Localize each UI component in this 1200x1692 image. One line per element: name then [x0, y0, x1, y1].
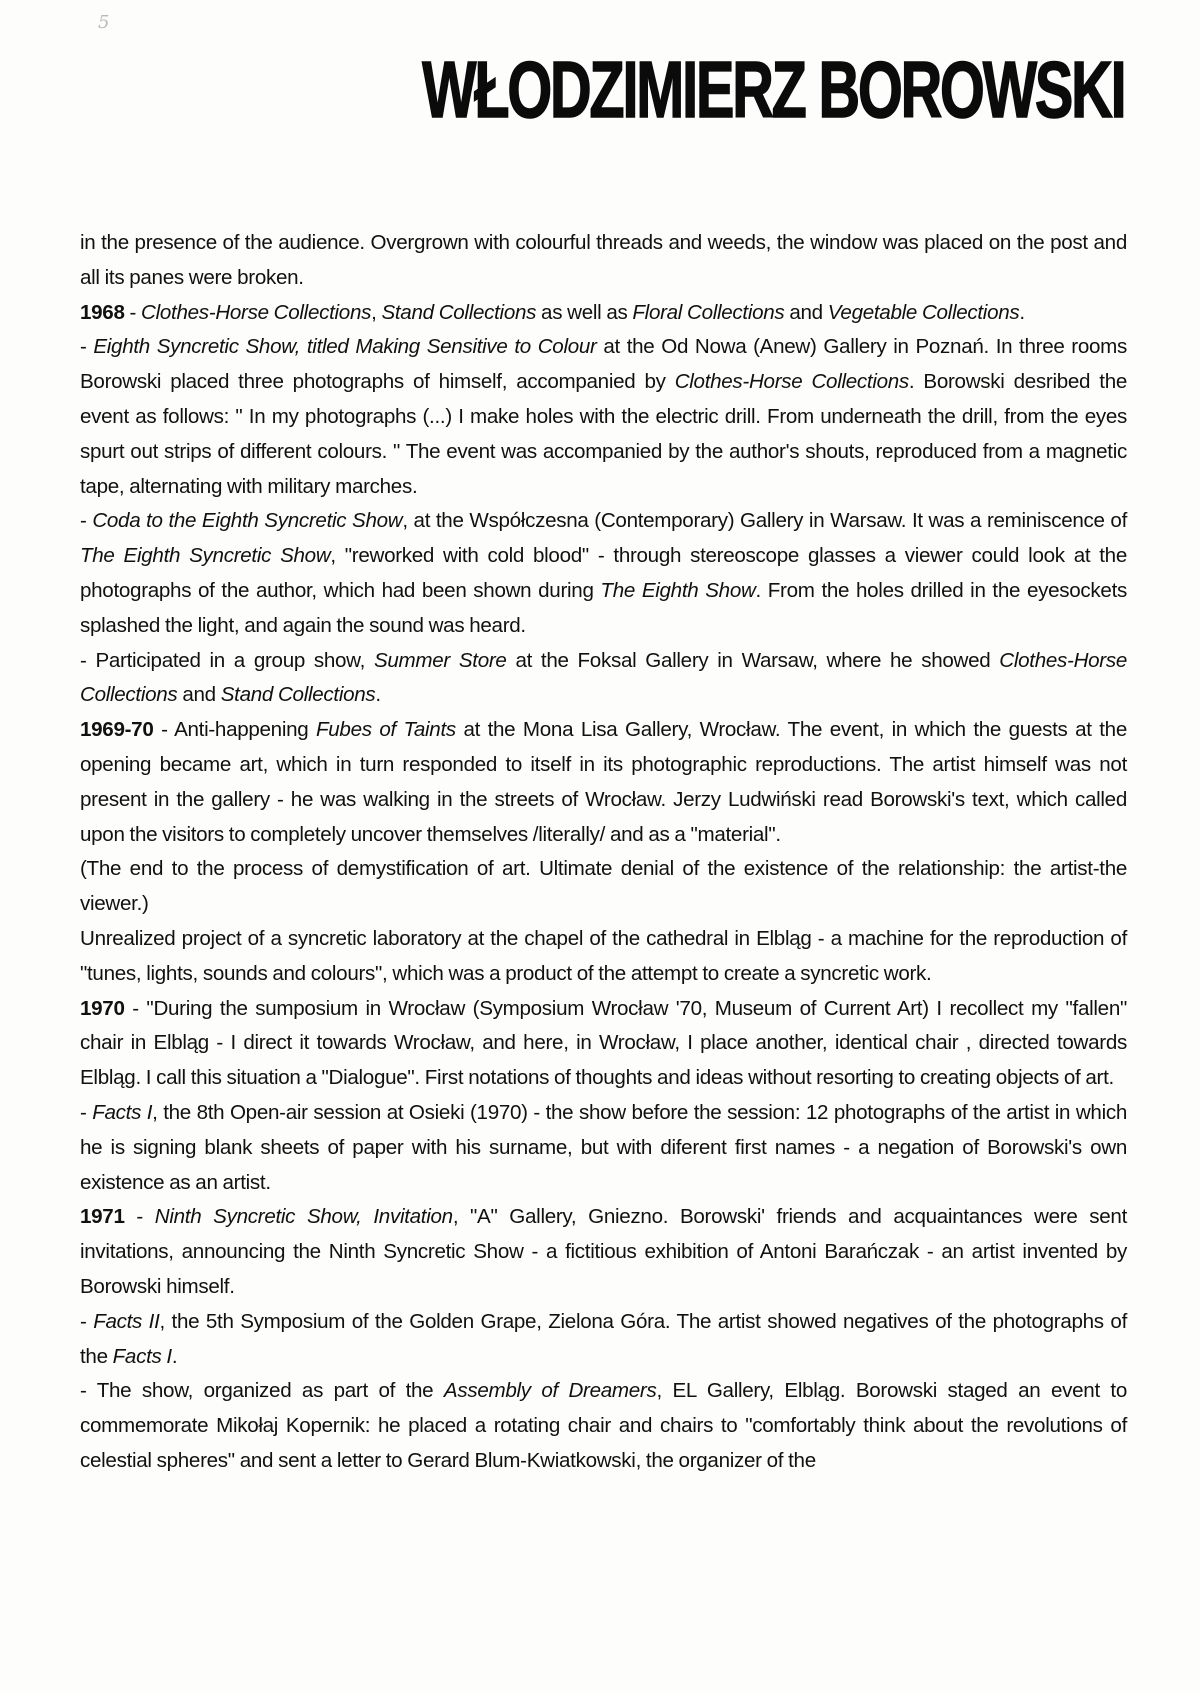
text-run: .: [1019, 300, 1025, 324]
paragraph: [80, 226, 1127, 296]
text-run: at the Od Nowa (Anew) Gallery in Poznań. In three rooms Borowski placed three photographs of himself, accompanied by: [80, 335, 1127, 394]
work-title: Facts I: [92, 1100, 153, 1124]
work-title: Vegetable Collections: [827, 300, 1020, 324]
text-run: .: [375, 683, 381, 707]
work-title: Summer Store: [373, 648, 507, 672]
paragraph-1969-70: [80, 713, 1127, 852]
work-title: The Eighth Show: [600, 578, 756, 602]
paragraph: [80, 504, 1127, 643]
work-title: Facts II: [93, 1309, 160, 1333]
text-run: -: [80, 1309, 94, 1333]
paragraph-1968: [80, 296, 1127, 331]
paragraph-1970: [80, 992, 1127, 1096]
text-run: -: [80, 509, 93, 533]
text-run: . Borowski desribed the event as follows: " In my photographs (...) I make holes with the electric drill. From underneath the drill, from the eyes spurt out strips of different colours. " The event was accompanied by the author's shouts, reproduced from a magnetic tape, alternating with military marches.: [80, 370, 1127, 498]
text-run: -: [80, 1100, 93, 1124]
work-title: Stand Collections: [381, 300, 537, 324]
work-title: Assembly of Dreamers: [443, 1379, 657, 1403]
text-run: Unrealized project of a syncretic laboratory at the chapel of the cathedral in Elbląg - a machine for the reproduction of "tunes, lights, sounds and colours", which was a product of the attempt to create a syncretic work.: [80, 926, 1127, 985]
text-run: (The end to the process of demystification of art. Ultimate denial of the existence of the relationship: the artist-the viewer.): [80, 857, 1127, 916]
work-title: Fubes of Taints: [316, 718, 456, 742]
text-run: in the presence of the audience. Overgrown with colourful threads and weeds, the window was placed on the post and all its panes were broken.: [80, 231, 1127, 289]
text-run: .: [171, 1344, 178, 1368]
work-title: Clothes-Horse Collections: [80, 648, 1128, 707]
work-title: Stand Collections: [220, 683, 376, 707]
year-label: 1971: [80, 1205, 125, 1229]
text-run: , the 5th Symposium of the Golden Grape, Zielona Góra. The artist showed negatives of the photographs of the: [80, 1309, 1127, 1368]
text-run: at the Mona Lisa Gallery, Wrocław. The event, in which the guests at the opening became art, which in turn responded to itself in its photographic reproductions. The artist himself was not present in the gallery - he was walking in the streets of Wrocław. Jerzy Ludwiński read Borowski's text, which called upon the visitors to completely uncover themselves /literally/ and as a "material".: [80, 718, 1127, 846]
paragraph: [80, 1374, 1127, 1478]
text-run: - "During the sumposium in Wrocław (Symposium Wrocław '70, Museum of Current Art) I recollect my "fallen" chair in Elbląg - I direct it towards Wrocław, and here, in Wrocław, I place another, identical chair , directed towards Elbląg. I call this situation a "Dialogue". First notations of thoughts and ideas without resorting to creating objects of art.: [80, 996, 1127, 1090]
year-label: 1969-70: [80, 718, 154, 742]
paragraph: [80, 1096, 1127, 1200]
work-title: Floral Collections: [632, 300, 785, 324]
text-run: -: [124, 300, 142, 324]
paragraph: [80, 922, 1127, 992]
text-run: , "reworked with cold blood" - through stereoscope glasses a viewer could look at the photographs of the author, which had been shown during: [80, 544, 1127, 602]
page-title: WŁODZIMIERZ BOROWSKI: [421, 45, 1124, 134]
text-run: - The show, organized as part of the: [80, 1379, 444, 1403]
paragraph-1971: [80, 1200, 1127, 1304]
year-label: 1968: [80, 300, 125, 324]
text-run: and: [177, 683, 221, 707]
year-label: 1970: [80, 996, 125, 1020]
text-run: , EL Gallery, Elbląg. Borowski staged an event to commemorate Mikołaj Kopernik: he placed a rotating chair and chairs to "comfortably think about the revolutions of celestial spheres" and sent a letter to Gerard Blum-Kwiatkowski, the organizer of the: [80, 1379, 1128, 1472]
paragraph: [80, 1305, 1127, 1375]
paragraph: [80, 852, 1127, 922]
text-run: at the Foksal Gallery in Warsaw, where he showed: [506, 648, 1000, 672]
text-run: - Participated in a group show,: [80, 648, 374, 672]
work-title: Clothes-Horse Collections: [141, 300, 372, 324]
text-run: -: [124, 1205, 155, 1229]
text-run: and: [784, 300, 828, 324]
work-title: Clothes-Horse Collections: [674, 370, 909, 394]
text-run: , the 8th Open-air session at Osieki (1970) - the show before the session: 12 photographs of the artist in which he is signing blank sheets of paper with his surname, but with diferent first names - a negation of Borowski's own existence as an artist.: [80, 1100, 1127, 1194]
work-title: Ninth Syncretic Show, Invitation: [154, 1205, 453, 1229]
text-run: - Anti-happening: [153, 718, 316, 742]
text-run: ,: [371, 300, 382, 324]
text-run: as well as: [536, 300, 633, 324]
work-title: The Eighth Syncretic Show: [80, 544, 331, 568]
paragraph: [80, 644, 1127, 714]
work-title: Coda to the Eighth Syncretic Show: [92, 509, 403, 533]
text-run: , at the Współczesna (Contemporary) Gallery in Warsaw. It was a reminiscence of: [402, 509, 1128, 533]
work-title: Eighth Syncretic Show, titled Making Sensitive to Colour: [93, 335, 597, 359]
text-run: -: [80, 335, 94, 359]
paragraph: [80, 330, 1127, 504]
text-run: . From the holes drilled in the eyesockets splashed the light, and again the sound was heard.: [80, 578, 1127, 637]
text-run: , "A" Gallery, Gniezno. Borowski' friends and acquaintances were sent invitations, announcing the Ninth Syncretic Show - a fictitious exhibition of Antoni Barańczak - an artist invented by Borowski himself.: [80, 1205, 1127, 1298]
handwritten-page-mark: 5: [98, 12, 110, 33]
body-text: [80, 226, 1127, 1479]
work-title: Facts I: [112, 1344, 172, 1368]
